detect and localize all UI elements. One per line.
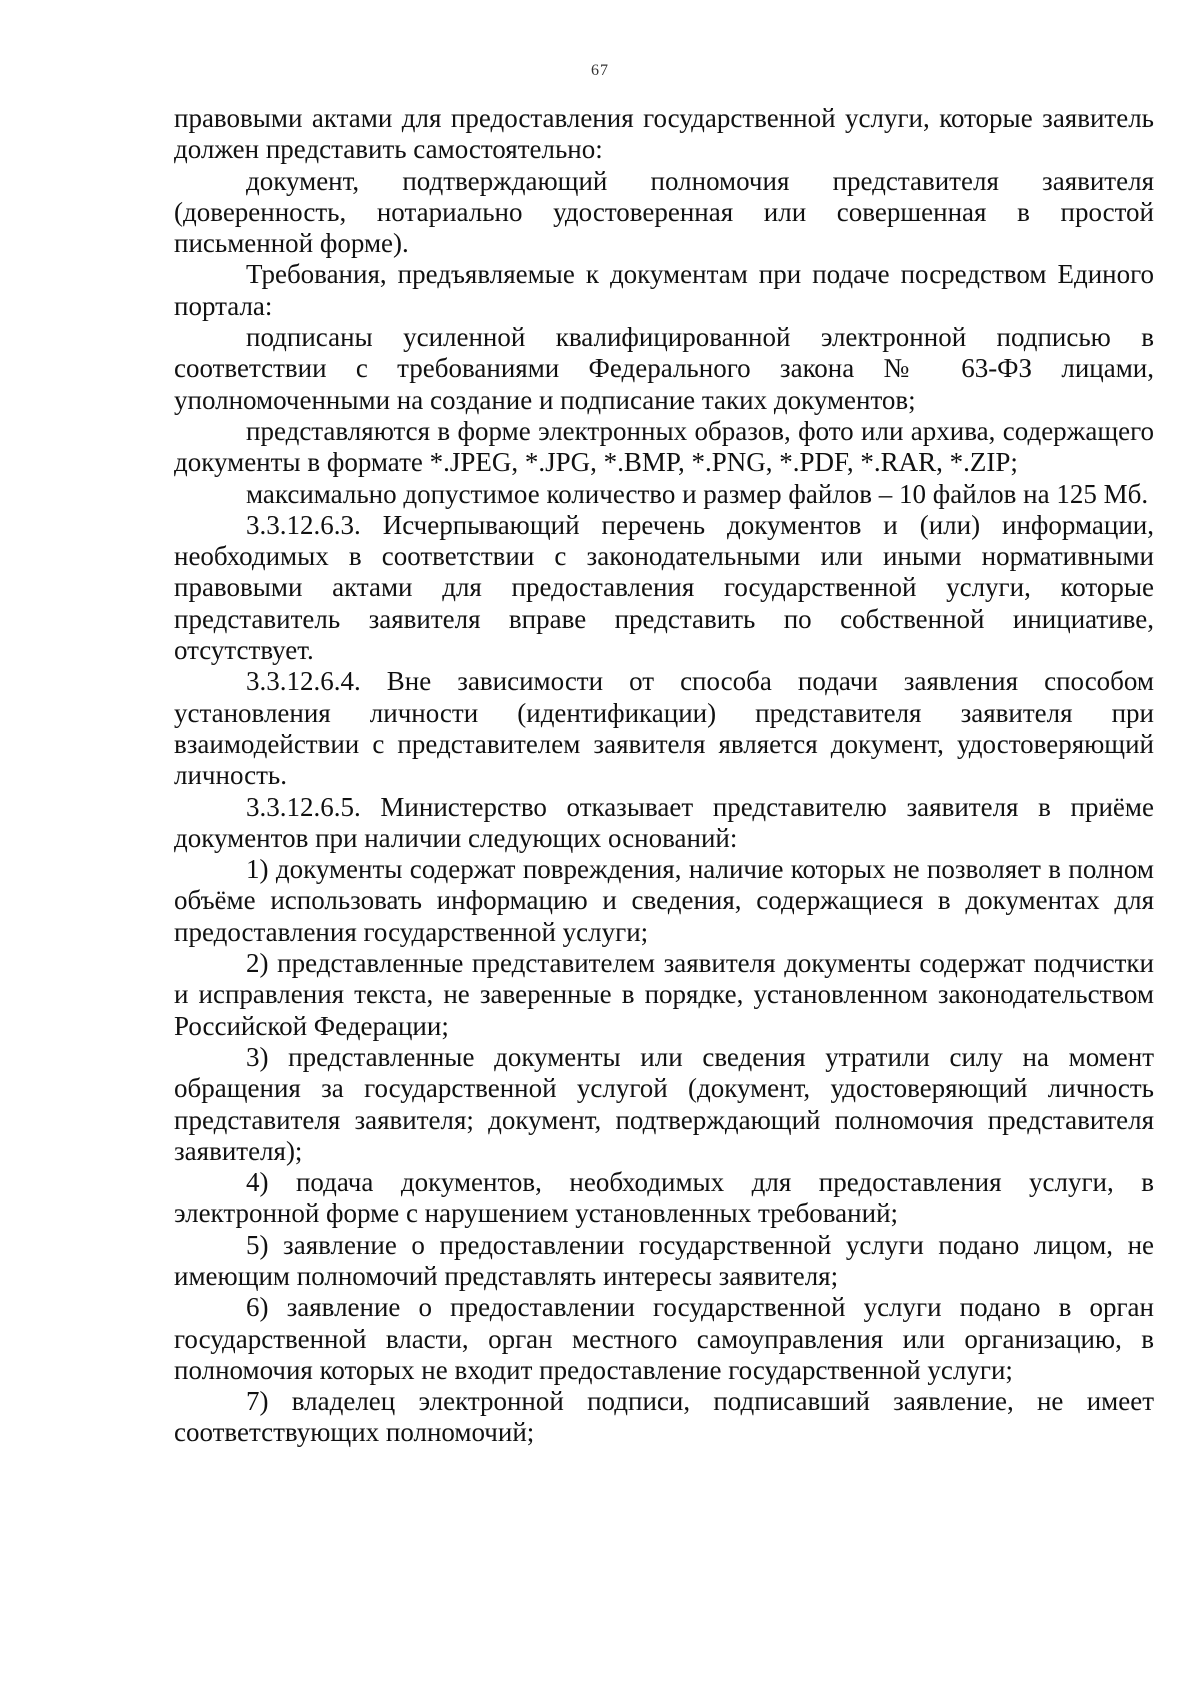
paragraph-3-3-12-6-3: 3.3.12.6.3. Исчерпывающий перечень документов и (или) информации, необходимых в соответствии с законодательными или иными нормативными правовыми актами для предоставления государственной услуги, которые представитель заявителя вправе представить по собственной инициативе, отсутствует.: [174, 509, 1154, 666]
list-item-1: 1) документы содержат повреждения, наличие которых не позволяет в полном объёме использовать информацию и сведения, содержащиеся в документах для предоставления государственной услуги;: [174, 854, 1154, 947]
paragraph-3-3-12-6-4: 3.3.12.6.4. Вне зависимости от способа подачи заявления способом установления личности (идентификации) представителя заявителя при взаимодействии с представителем заявителя является документ, удостоверяющий личность.: [174, 666, 1154, 791]
paragraph-file-limits: максимально допустимое количество и размер файлов – 10 файлов на 125 Мб.: [246, 478, 1149, 509]
page-number: 67: [591, 62, 609, 79]
paragraph-file-formats: представляются в форме электронных образов, фото или архива, содержащего документы в формате *.JPEG, *.JPG, *.BMP, *.PNG, *.PDF, *.RAR, *.ZIP;: [174, 415, 1154, 478]
list-item-7: 7) владелец электронной подписи, подписавший заявление, не имеет соответствующих полномочий;: [174, 1386, 1154, 1448]
paragraph-continuation: правовыми актами для предоставления государственной услуги, которые заявитель должен представить самостоятельно:: [174, 103, 1154, 165]
list-item-6: 6) заявление о предоставлении государственной услуги подано в орган государственной власти, орган местного самоуправления или организацию, в полномочия которых не входит предоставление государственной услуги;: [174, 1292, 1154, 1385]
paragraph-signature-requirement: подписаны усиленной квалифицированной электронной подписью в соответствии с требованиями Федерального закона № 63-ФЗ лицами, уполномоченными на создание и подписание таких документов;: [174, 322, 1154, 415]
list-item-5: 5) заявление о предоставлении государственной услуги подано лицом, не имеющим полномочий представлять интересы заявителя;: [174, 1229, 1154, 1291]
document-body: [174, 103, 1154, 1449]
list-item-3: 3) представленные документы или сведения утратили силу на момент обращения за государственной услугой (документ, удостоверяющий личность представителя заявителя; документ, подтверждающий полномочия представителя заявителя);: [174, 1041, 1154, 1166]
list-item-2: 2) представленные представителем заявителя документы содержат подчистки и исправления текста, не заверенные в порядке, установленном законодательством Российской Федерации;: [174, 948, 1154, 1041]
paragraph-3-3-12-6-5: 3.3.12.6.5. Министерство отказывает представителю заявителя в приёме документов при наличии следующих оснований:: [174, 791, 1154, 853]
list-item-4: 4) подача документов, необходимых для предоставления услуги, в электронной форме с нарушением установленных требований;: [174, 1167, 1154, 1229]
paragraph-power-of-attorney: документ, подтверждающий полномочия представителя заявителя (доверенность, нотариально удостоверенная или совершенная в простой письменной форме).: [174, 165, 1154, 259]
paragraph-portal-requirements: Требования, предъявляемые к документам при подаче посредством Единого портала:: [174, 259, 1154, 321]
